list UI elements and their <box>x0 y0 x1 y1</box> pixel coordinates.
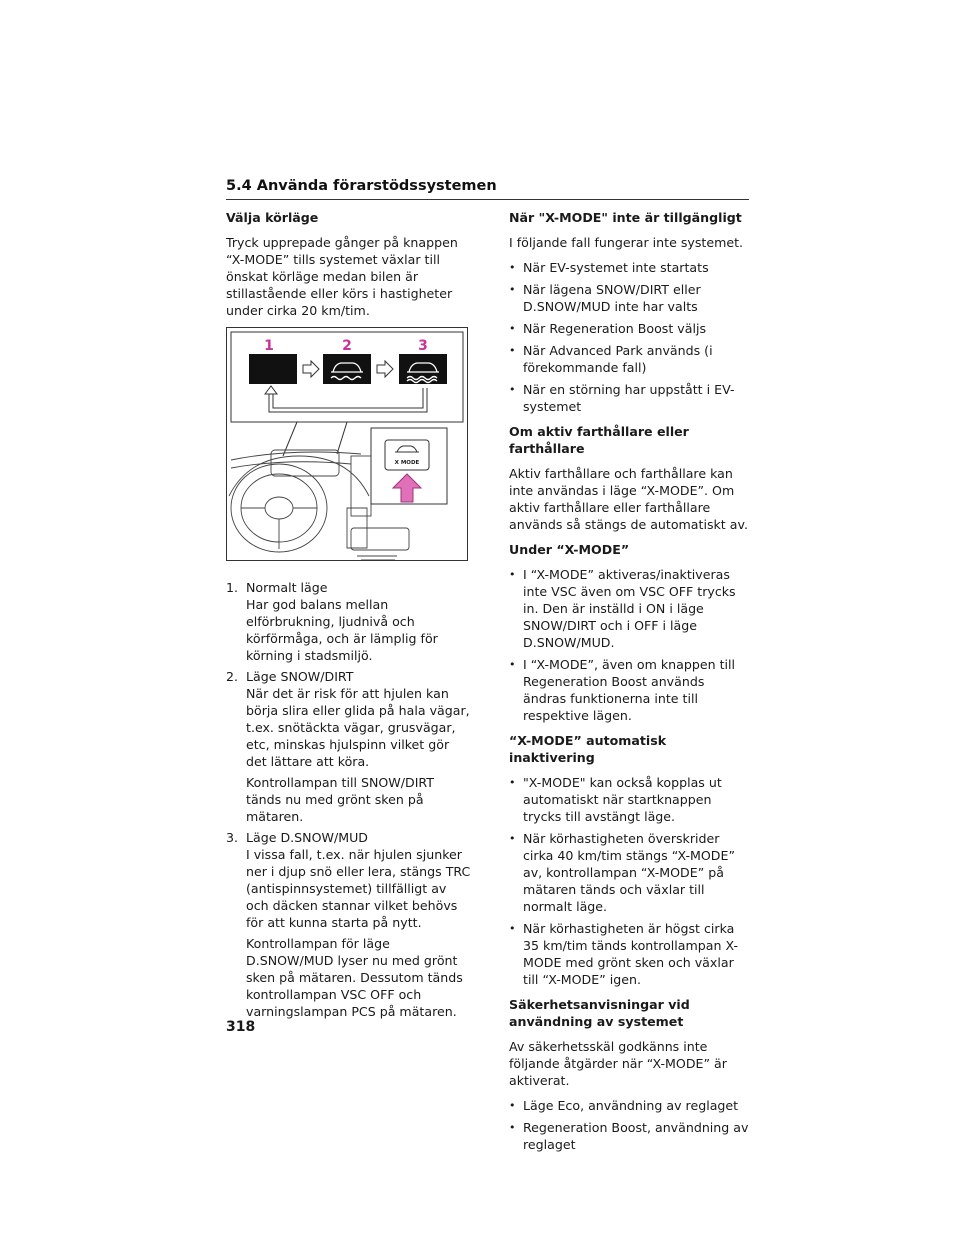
list-item: • Regeneration Boost, användning av reglaget <box>509 1119 749 1153</box>
mode-item-normal <box>226 579 472 664</box>
safety-intro: Av säkerhetsskäl godkänns inte följande åtgärder när “X-MODE” är aktiverat. <box>509 1039 727 1088</box>
mode-num: 2. <box>226 669 239 684</box>
left-column <box>226 209 472 1024</box>
mode-label-1: 1 <box>264 338 274 354</box>
during-x-mode-list <box>509 566 749 724</box>
page-number: 318 <box>226 1019 256 1035</box>
right-column <box>509 209 749 1161</box>
mode-desc: Kontrollampan för läge D.SNOW/MUD lyser nu med grönt sken på mätaren. Dessutom tänds kontrollampan VSC OFF och varningslampan PCS på mätaren. <box>246 936 463 1019</box>
list-item: • När lägena SNOW/DIRT eller D.SNOW/MUD inte har valts <box>509 281 749 315</box>
mode-desc: Har god balans mellan elförbrukning, ljudnivå och körförmåga, och är lämplig för körning i stadsmiljö. <box>246 597 438 663</box>
unavailable-list <box>509 259 749 415</box>
mode-box-snow-dirt <box>323 354 371 384</box>
heading-auto-deactivation: “X-MODE” automatisk inaktivering <box>509 733 667 765</box>
list-item: • I “X-MODE”, även om knappen till Regeneration Boost används ändras funktionerna inte till respektive lägen. <box>509 656 749 724</box>
mode-title: Läge SNOW/DIRT <box>246 669 354 684</box>
auto-deactivation-list <box>509 774 749 988</box>
mode-label-3: 3 <box>418 338 428 354</box>
header-rule <box>226 199 749 200</box>
list-item: • I “X-MODE” aktiveras/inaktiveras inte VSC även om VSC OFF trycks in. Den är inställd i ON i läge SNOW/DIRT och i OFF i läge D.SNOW/MUD. <box>509 566 749 651</box>
heading-cruise-control: Om aktiv farthållare eller farthållare <box>509 424 689 456</box>
x-mode-illustration <box>227 328 467 560</box>
mode-label-2: 2 <box>342 338 352 354</box>
list-item: • "X-MODE" kan också kopplas ut automatiskt när startknappen trycks till avstängt läge. <box>509 774 749 825</box>
left-intro: Tryck upprepade gånger på knappen “X-MODE” tills systemet växlar till önskat körläge medan bilen är stillastående eller körs i hastigheter under cirka 20 km/tim. <box>226 235 458 318</box>
mode-box-normal <box>249 354 297 384</box>
unavailable-intro: I följande fall fungerar inte systemet. <box>509 235 744 250</box>
mode-item-dsnow-mud <box>226 829 472 1020</box>
heading-during-x-mode: Under “X-MODE” <box>509 542 630 557</box>
mode-desc: I vissa fall, t.ex. när hjulen sjunker ner i djup snö eller lera, stängs TRC (antispinnsystemet) tillfälligt av och däcken stannar vilket behövs för att kunna starta på nytt. <box>246 847 471 930</box>
mode-title: Normalt läge <box>246 580 328 595</box>
mode-title: Läge D.SNOW/MUD <box>246 830 368 845</box>
list-item: • När Advanced Park används (i förekommande fall) <box>509 342 749 376</box>
mode-num: 3. <box>226 830 239 845</box>
mode-item-snow-dirt <box>226 668 472 825</box>
x-mode-figure <box>226 327 468 561</box>
x-mode-button-label: X MODE <box>394 460 420 466</box>
section-header: 5.4 Använda förarstödssystemen <box>226 178 497 194</box>
safety-list <box>509 1097 749 1153</box>
mode-num: 1. <box>226 580 239 595</box>
list-item: • När en störning har uppstått i EV-systemet <box>509 381 749 415</box>
left-heading: Välja körläge <box>226 210 319 225</box>
heading-unavailable: När "X-MODE" inte är tillgängligt <box>509 210 742 225</box>
list-item: • Läge Eco, användning av reglaget <box>509 1097 749 1114</box>
cruise-control-text: Aktiv farthållare och farthållare kan inte användas i läge “X-MODE”. Om aktiv farthållare eller farthållare används så stängs de automatiskt av. <box>509 466 748 532</box>
mode-desc: Kontrollampan till SNOW/DIRT tänds nu med grönt sken på mätaren. <box>246 775 434 824</box>
mode-desc: När det är risk för att hjulen kan börja slira eller glida på hala vägar, t.ex. snötäckta vägar, grusvägar, etc, minskas hjulspinn vilket gör det lättare att köra. <box>246 686 470 769</box>
list-item: • När körhastigheten överskrider cirka 40 km/tim stängs “X-MODE” av, kontrollampan “X-MODE” på mätaren tänds och växlar till normalt läge. <box>509 830 749 915</box>
list-item: • När körhastigheten är högst cirka 35 km/tim tänds kontrollampan X-MODE med grönt sken och växlar till “X-MODE” igen. <box>509 920 749 988</box>
list-item: • När EV-systemet inte startats <box>509 259 749 276</box>
list-item: • När Regeneration Boost väljs <box>509 320 749 337</box>
mode-list <box>226 579 472 1020</box>
heading-safety: Säkerhetsanvisningar vid användning av systemet <box>509 997 690 1029</box>
